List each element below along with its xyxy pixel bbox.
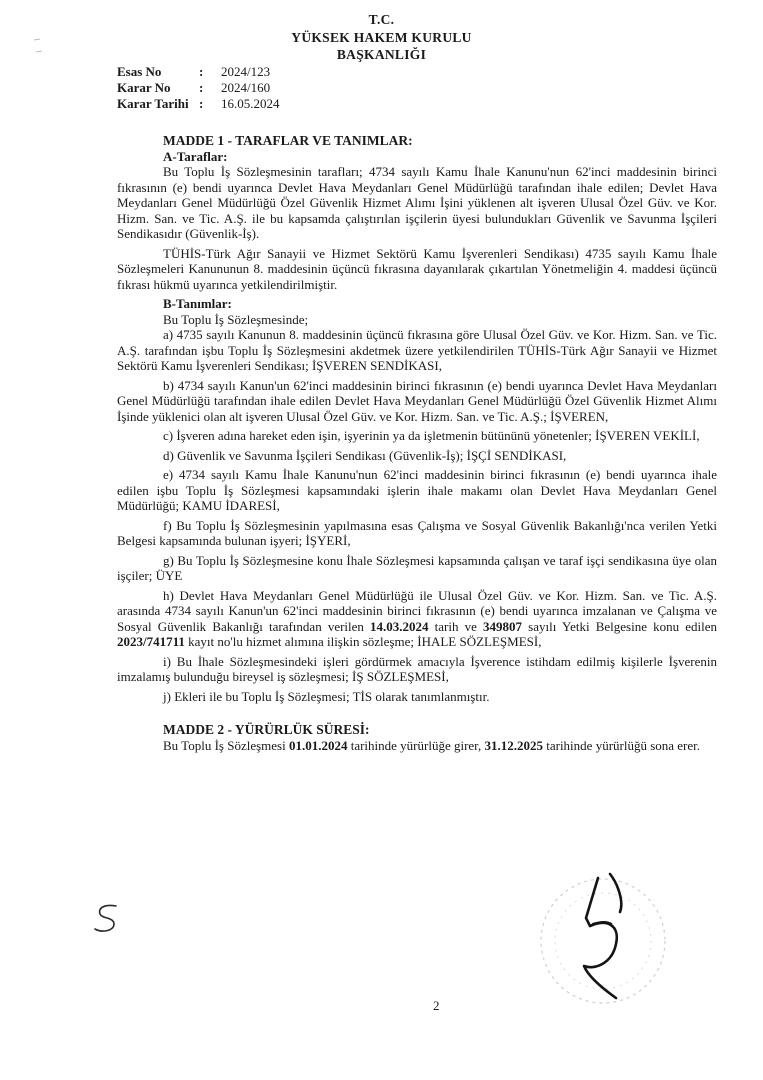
esas-value: 2024/123 bbox=[221, 64, 271, 79]
definition-f: f) Bu Toplu İş Sözleşmesinin yapılmasına esas Çalışma ve Sosyal Güvenlik Bakanlığı'nca verilen Yetki Belgesi kapsamında bulunan işyeri; İŞYERİ, bbox=[117, 517, 717, 548]
madde2-title: MADDE 2 - YÜRÜRLÜK SÜRESİ: bbox=[163, 722, 370, 737]
definition-h-part4: kayıt no'lu hizmet alımına ilişkin sözleşme; İHALE SÖZLEŞMESİ, bbox=[184, 634, 542, 649]
tarih-label: Karar Tarihi bbox=[117, 96, 189, 111]
definition-h bbox=[117, 588, 717, 650]
definition-h-kayit: 2023/741711 bbox=[117, 634, 185, 649]
colon: : bbox=[199, 96, 204, 111]
madde2-part3: tarihinde yürürlüğü sona erer. bbox=[542, 737, 701, 753]
b-intro: Bu Toplu İş Sözleşmesinde; bbox=[163, 311, 309, 327]
header-tc: T.C. bbox=[368, 12, 395, 27]
b-tanimlar-title: B-Tanımlar: bbox=[163, 296, 232, 311]
definition-h-date: 14.03.2024 bbox=[370, 618, 429, 634]
definition-h-part2: tarih ve bbox=[428, 618, 484, 634]
case-metadata bbox=[117, 64, 280, 112]
madde2-part1: Bu Toplu İş Sözleşmesi bbox=[163, 737, 289, 753]
karar-row bbox=[117, 80, 280, 96]
header-institution: YÜKSEK HAKEM KURULU bbox=[291, 30, 472, 45]
madde2-start-date: 01.01.2024 bbox=[288, 737, 348, 753]
a-paragraph-2: TÜHİS-Türk Ağır Sanayii ve Hizmet Sektörü Kamu İşverenleri Sendikası) 4735 sayılı Kamu İhale Sözleşmeleri Kanununun 8. maddesinin üçüncü fıkrasına dayanılarak çıkartılan Yönetmeliğin 4. maddesi üçüncü fıkrası hükmü uyarınca yetkilendirilmiştir. bbox=[117, 245, 717, 292]
madde2-paragraph bbox=[117, 738, 717, 754]
definition-g: g) Bu Toplu İş Sözleşmesine konu İhale Sözleşmesi kapsamında çalışan ve taraf işçi sendikasına üye olan işçiler; ÜYE bbox=[117, 552, 717, 583]
tarih-row bbox=[117, 96, 280, 112]
page-number: 2 bbox=[433, 998, 440, 1013]
karar-label: Karar No bbox=[117, 80, 171, 95]
esas-label: Esas No bbox=[117, 64, 162, 79]
esas-row bbox=[117, 64, 280, 80]
colon: : bbox=[199, 64, 204, 79]
madde2-end-date: 31.12.2025 bbox=[484, 737, 543, 753]
definition-b: b) 4734 sayılı Kanun'un 62'inci maddesinin birinci fıkrasının (e) bendi uyarınca Devlet Hava Meydanları Genel Müdürlüğü tarafından ihale edilen Devlet Hava Meydanları Genel Müdürlüğü Özel Güvenlik Hizmet Alımı İşinde yüklenici olan alt işveren Ulusal Özel Güv. ve Kor. Hizm. San. ve Tic. A.Ş.; İŞVEREN, bbox=[117, 377, 717, 424]
definition-h-part3: sayılı Yetki Belgesine konu edilen bbox=[522, 618, 717, 634]
handwritten-mark-icon bbox=[90, 902, 124, 936]
definition-e: e) 4734 sayılı Kamu İhale Kanunu'nun 62'inci maddesinin birinci fıkrasının (e) bendi uyarınca ihale edilen işbu Toplu İş Sözleşmesi kapsamındaki işlerin ihale makamı olan Devlet Hava Meydanları Genel Müdürlüğü; KAMU İDARESİ, bbox=[117, 467, 717, 513]
madde1-title: MADDE 1 - TARAFLAR VE TANIMLAR: bbox=[163, 133, 413, 148]
section-gap bbox=[117, 708, 717, 722]
definition-h-number: 349807 bbox=[483, 618, 523, 634]
stamp-signature-icon bbox=[528, 866, 678, 1016]
madde2-part2: tarihinde yürürlüğe girer, bbox=[347, 737, 485, 753]
karar-value: 2024/160 bbox=[221, 80, 271, 95]
definition-h-part1: h) Devlet Hava Meydanları Genel Müdürlüğü ile Ulusal Özel Güv. ve Kor. Hizm. San. ve Tic. A.Ş. arasında 4734 sayılı Kanun'un 62'inci maddesinin birinci fıkrasının (e) bendi uyarınca imzalanan ve Çalışma ve Sosyal Güvenlik Bakanlığı tarafından verilen bbox=[117, 587, 717, 634]
margin-marks-icon bbox=[30, 30, 60, 60]
tarih-value: 16.05.2024 bbox=[221, 96, 280, 111]
a-taraflar-title: A-Taraflar: bbox=[163, 148, 228, 164]
document-body bbox=[117, 133, 717, 757]
definition-j: j) Ekleri ile bu Toplu İş Sözleşmesi; TİS olarak tanımlanmıştır. bbox=[163, 688, 490, 704]
header-department: BAŞKANLIĞI bbox=[336, 47, 427, 62]
a-paragraph-1: Bu Toplu İş Sözleşmesinin tarafları; 4734 sayılı Kamu İhale Kanunu'nun 62'inci maddesinin birinci fıkrasının (e) bendi uyarınca Devlet Hava Meydanları Genel Müdürlüğü tarafından ihale edilen; Devlet Hava Meydanları Genel Müdürlüğü Özel Güvenlik Hizmet Alımı İşini yüklenen alt işveren Ulusal Özel Güv. ve Kor. Hizm. San. ve Tic. A.Ş. ile bu kapsamda çalıştırılan işçilerin üyesi bulundukları Güvenlik ve Savunma İşçileri Sendikasıdır (Güvenlik-İş). bbox=[117, 164, 717, 241]
definition-i: i) Bu İhale Sözleşmesindeki işleri gördürmek amacıyla İşverence istihdam edilmiş kişilerle İşverenin imzalamış bulunduğu bireysel iş sözleşmesi; İŞ SÖZLEŞMESİ, bbox=[117, 653, 717, 684]
definition-d: d) Güvenlik ve Savunma İşçileri Sendikası (Güvenlik-İş); İŞÇİ SENDİKASI, bbox=[163, 447, 567, 463]
colon: : bbox=[199, 80, 204, 95]
definition-a: a) 4735 sayılı Kanunun 8. maddesinin üçüncü fıkrasına göre Ulusal Özel Güv. ve Kor. Hizm. San. ve Tic. A.Ş. tarafından işbu Toplu İş Sözleşmesini akdetmek üzere yetkilendirilen TÜHİS-Türk Ağır Sanayii ve Hizmet Sektörü Kamu İşverenleri Sendikası; İŞVEREN SENDİKASI, bbox=[117, 327, 717, 373]
definition-c: c) İşveren adına hareket eden işin, işyerinin ya da işletmenin bütününü yönetenler; İŞVEREN VEKİLİ, bbox=[163, 428, 700, 443]
